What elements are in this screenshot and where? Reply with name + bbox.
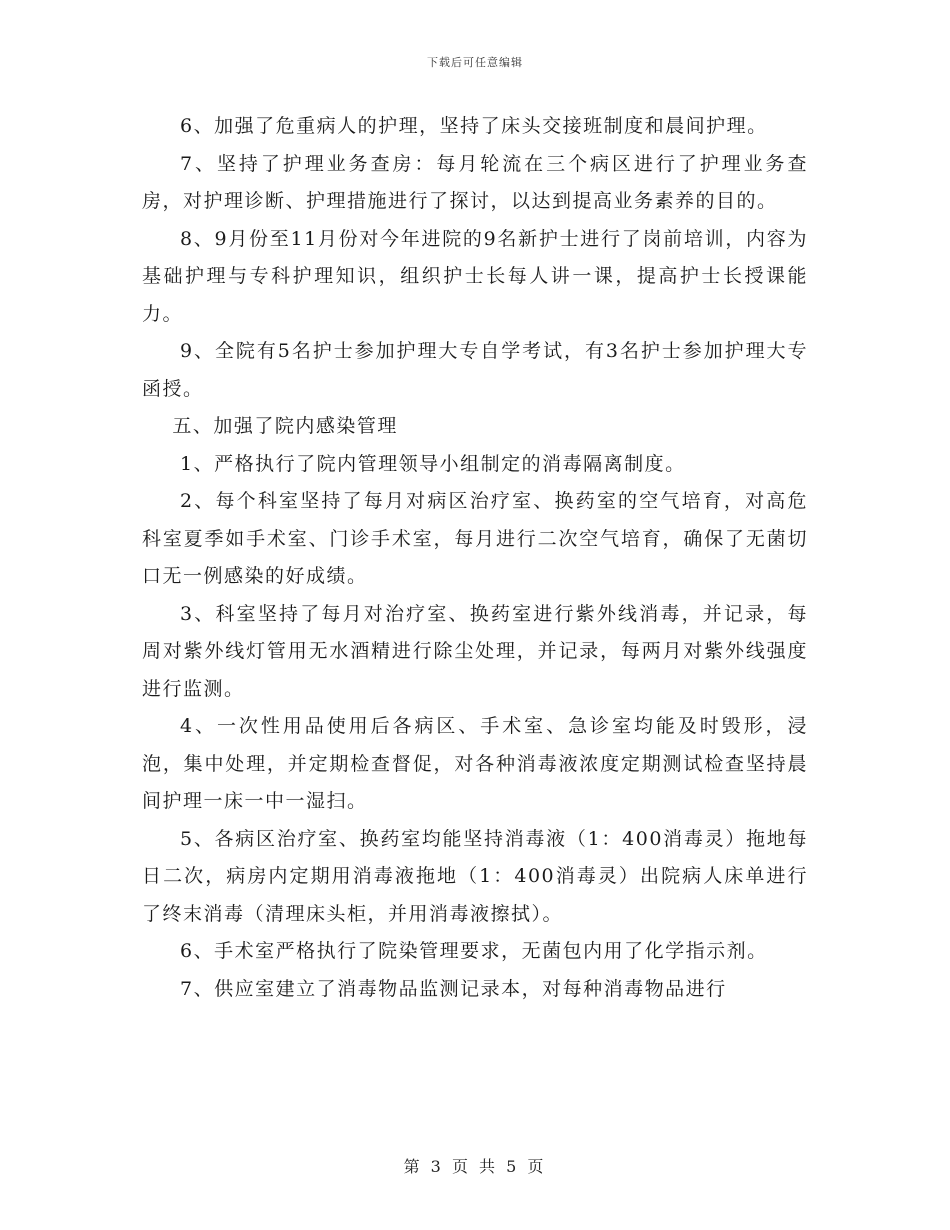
page-header-note: 下载后可任意编辑 <box>427 56 523 69</box>
paragraph-floor-disinfection: 5、各病区治疗室、换药室均能坚持消毒液（1：400消毒灵）拖地每日二次，病房内定期用消毒液拖地（1：400消毒灵）出院病人床单进行了终末消毒（清理床头柜，并用消毒液擦拭）。 <box>142 827 808 925</box>
section-heading-infection-control: 五、加强了院内感染管理 <box>172 415 398 437</box>
paragraph-new-nurse-training: 8、9月份至11月份对今年进院的9名新护士进行了岗前培训，内容为基础护理与专科护理知识，组织护士长每人讲一课，提高护士长授课能力。 <box>142 227 808 325</box>
paragraph-supply-room: 7、供应室建立了消毒物品监测记录本，对每种消毒物品进行 <box>180 977 727 1000</box>
page-number: 第 3 页 共 5 页 <box>403 1157 547 1176</box>
document-body <box>142 108 808 1008</box>
paragraph-disposable-items: 4、一次性用品使用后各病区、手术室、急诊室均能及时毁形，浸泡，集中处理，并定期检查督促，对各种消毒液浓度定期测试检查坚持晨间护理一床一中一湿扫。 <box>142 715 808 812</box>
paragraph-air-culture: 2、每个科室坚持了每月对病区治疗室、换药室的空气培育，对高危科室夏季如手术室、门诊手术室，每月进行二次空气培育，确保了无菌切口无一例感染的好成绩。 <box>142 490 808 587</box>
paragraph-uv-disinfection: 3、科室坚持了每月对治疗室、换药室进行紫外线消毒，并记录，每周对紫外线灯管用无水酒精进行除尘处理，并记录，每两月对紫外线强度进行监测。 <box>142 602 808 700</box>
paragraph-disinfection-system: 1、严格执行了院内管理领导小组制定的消毒隔离制度。 <box>180 452 686 475</box>
paragraph-operating-room: 6、手术室严格执行了院染管理要求，无菌包内用了化学指示剂。 <box>180 940 768 962</box>
paragraph-nursing-critical-care: 6、加强了危重病人的护理，坚持了床头交接班制度和晨间护理。 <box>180 115 768 137</box>
paragraph-nursing-rounds: 7、坚持了护理业务查房：每月轮流在三个病区进行了护理业务查房，对护理诊断、护理措施进行了探讨，以达到提高业务素养的目的。 <box>142 152 808 212</box>
paragraph-nurse-education: 9、全院有5名护士参加护理大专自学考试，有3名护士参加护理大专函授。 <box>142 340 808 400</box>
